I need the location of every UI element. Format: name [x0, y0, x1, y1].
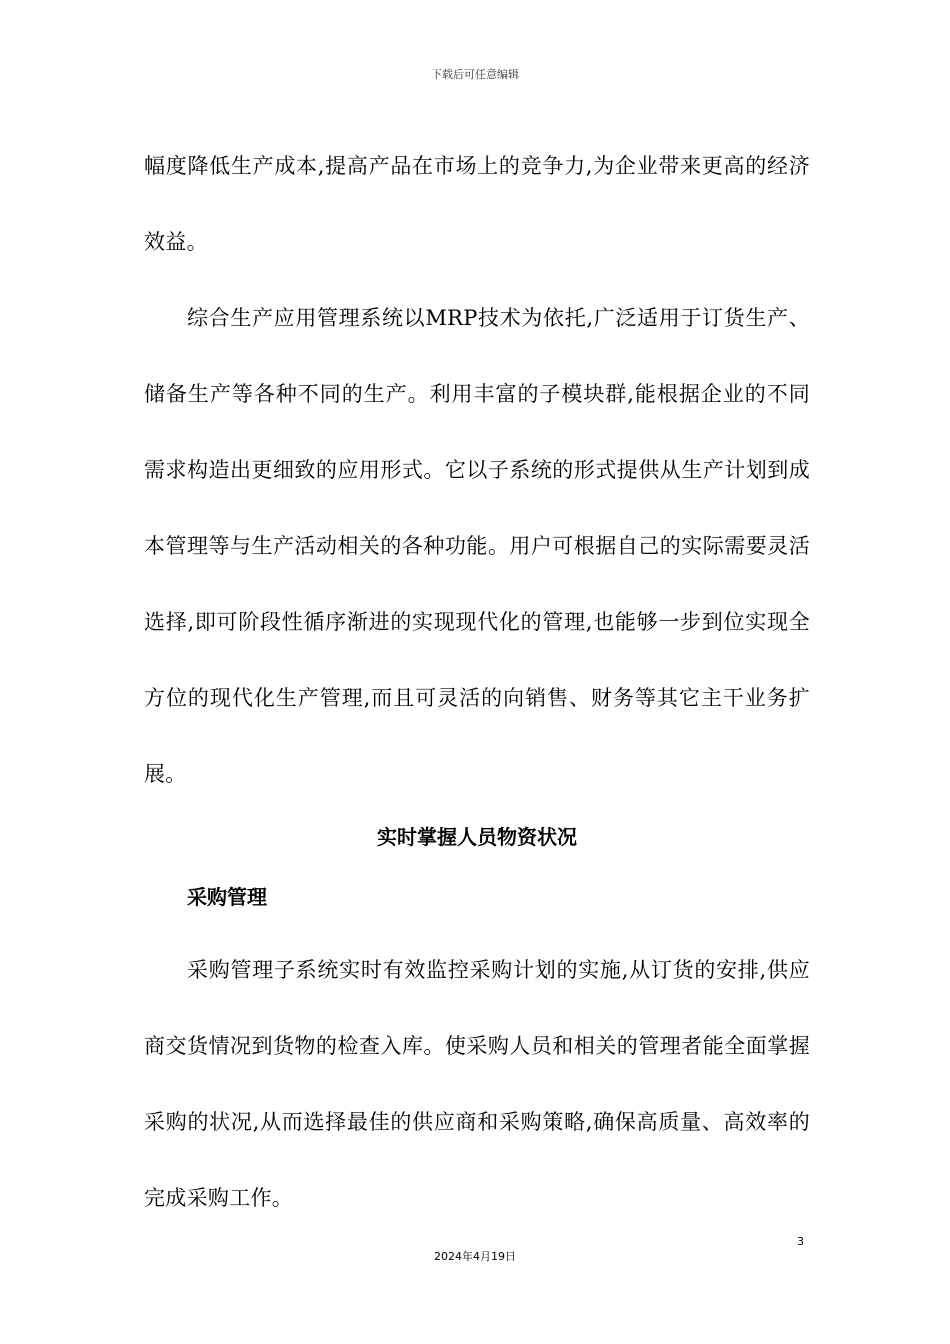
page-footer-date: 2024年4月19日 [434, 1250, 516, 1263]
document-body [144, 128, 810, 1236]
paragraph-procurement: 采购管理子系统实时有效监控采购计划的实施,从订货的安排,供应商交货情况到货物的检查入库。使采购人员和相关的管理者能全面掌握采购的状况,从而选择最佳的供应商和采购策略,确保高质量、高效率的完成采购工作。 [144, 958, 810, 1210]
subsection-heading: 采购管理 [187, 885, 267, 909]
section-heading: 实时掌握人员物资状况 [377, 825, 577, 849]
paragraph-system-overview: 综合生产应用管理系统以MRP技术为依托,广泛适用于订货生产、储备生产等各种不同的生产。利用丰富的子模块群,能根据企业的不同需求构造出更细致的应用形式。它以子系统的形式提供从生产计划到成本管理等与生产活动相关的各种功能。用户可根据自己的实际需要灵活选择,即可阶段性循序渐进的实现现代化的管理,也能够一步到位实现全方位的现代化生产管理,而且可灵活的向销售、财务等其它主干业务扩展。 [144, 306, 810, 786]
paragraph-continuation: 幅度降低生产成本,提高产品在市场上的竞争力,为企业带来更高的经济效益。 [144, 154, 810, 254]
page-header: 下载后可任意编辑 [431, 68, 519, 81]
page-number: 3 [797, 1235, 804, 1248]
